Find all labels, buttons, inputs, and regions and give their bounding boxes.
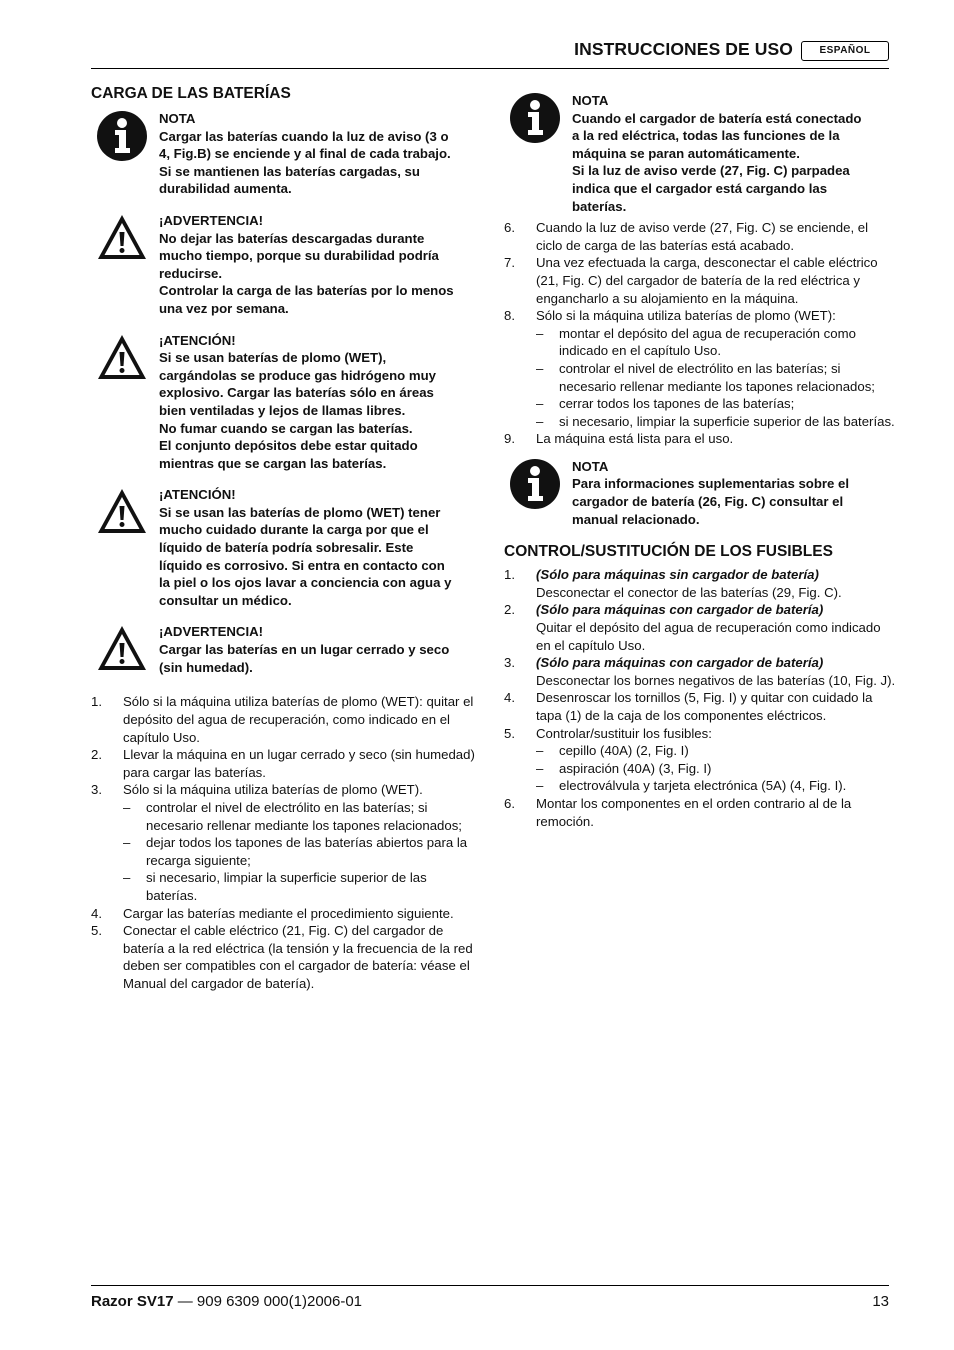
list-item xyxy=(504,725,896,795)
warning-icon xyxy=(96,486,148,538)
notice-body: Si se usan baterías de plomo (WET), cargándolas se produce gas hidrógeno muy explosivo. Cargar las baterías sólo en áreas bien ventiladas y lejos de llamas libres. No fumar cuando se cargan las baterías. El conjunto depósitos debe estar quitado mientras que se cargan las baterías. xyxy=(159,350,437,471)
language-badge: ESPAÑOL xyxy=(801,41,889,61)
section-heading-fuses: CONTROL/SUSTITUCIÓN DE LOS FUSIBLES xyxy=(504,543,833,561)
note-notice xyxy=(91,110,479,198)
notice-body: No dejar las baterías descargadas durante mucho tiempo, porque su durabilidad podría reducirse. Controlar la carga de las baterías por lo menos una vez por semana. xyxy=(159,230,454,316)
list-item-number: 4. xyxy=(504,690,515,706)
fuse-steps xyxy=(504,566,896,830)
section-heading-charging: CARGA DE LAS BATERÍAS xyxy=(91,85,291,102)
warning-icon xyxy=(96,212,148,264)
sub-list-item: – cerrar todos los tapones de las baterías; xyxy=(536,395,896,413)
list-item-number: 5. xyxy=(91,923,102,939)
list-item-text: Quitar el depósito del agua de recuperación como indicado en el capítulo Uso. xyxy=(536,620,881,653)
list-item xyxy=(91,693,479,746)
notice-title: ¡ADVERTENCIA! xyxy=(159,212,264,228)
notice-body: Cargar las baterías en un lugar cerrado y seco (sin humedad). xyxy=(159,642,450,675)
list-item xyxy=(504,654,896,689)
notice-body: Si se usan las baterías de plomo (WET) tener mucho cuidado durante la carga por que el líquido de batería podría sobresalir. Este líquido es corrosivo. Si entra en contacto con la piel o los ojos lavar a conciencia con agua y consultar un médico. xyxy=(159,504,452,608)
list-item-text: Desconectar el conector de las baterías (29, Fig. C). xyxy=(536,584,842,600)
footer-model: Razor SV17 xyxy=(91,1293,174,1310)
list-item-text: Sólo si la máquina utiliza baterías de plomo (WET): xyxy=(536,308,836,324)
notice-title: NOTA xyxy=(572,458,609,474)
list-item-text: Controlar/sustituir los fusibles: xyxy=(536,725,712,741)
info-icon-graphic xyxy=(96,110,148,162)
list-item-number: 2. xyxy=(504,602,515,618)
list-item xyxy=(504,795,896,830)
note-notice xyxy=(504,458,896,528)
notice-bottom xyxy=(504,458,896,528)
right-column xyxy=(504,84,896,830)
info-icon xyxy=(96,110,148,162)
list-item xyxy=(504,254,896,307)
list-item xyxy=(91,905,479,923)
sub-list-item: – montar el depósito del agua de recuperación como indicado en el capítulo Uso. xyxy=(536,325,896,360)
sub-list-item: – si necesario, limpiar la superficie superior de las baterías. xyxy=(536,413,896,431)
list-item-number: 7. xyxy=(504,255,515,271)
list-item xyxy=(91,746,479,781)
list-item xyxy=(504,689,896,724)
sub-list xyxy=(123,799,479,905)
notice-title: ¡ATENCIÓN! xyxy=(159,487,236,503)
page-header xyxy=(91,38,889,69)
warning-notice xyxy=(91,332,479,473)
info-icon xyxy=(509,92,561,144)
list-item-number: 5. xyxy=(504,725,515,741)
warning-icon-graphic xyxy=(96,212,148,264)
notice-body: Cargar las baterías cuando la luz de aviso (3 o 4, Fig.B) se enciende y al final de cada trabajo. Si se mantienen las baterías cargadas, su durabilidad aumenta. xyxy=(159,128,451,197)
left-notices xyxy=(91,110,479,679)
notice-title: ¡ADVERTENCIA! xyxy=(159,624,264,640)
info-icon xyxy=(509,458,561,510)
list-item-text: Montar los componentes en el orden contrario al de la remoción. xyxy=(536,795,852,829)
list-item-condition: (Sólo para máquinas con cargador de batería) xyxy=(536,655,824,671)
list-item xyxy=(504,601,896,654)
list-item xyxy=(504,566,896,601)
list-item-text: Desconectar los bornes negativos de las baterías (10, Fig. J). xyxy=(536,672,896,688)
info-icon-graphic xyxy=(509,458,561,510)
list-item-number: 2. xyxy=(91,747,102,763)
warning-icon-graphic xyxy=(96,623,148,675)
warning-notice xyxy=(91,623,479,679)
notice-title: NOTA xyxy=(572,93,609,108)
list-item-number: 6. xyxy=(504,220,515,236)
list-item-text: Conectar el cable eléctrico (21, Fig. C) del cargador de batería a la red eléctrica (la tensión y la frecuencia de la red deben ser compatibles con el cargador de batería: véase el Manual del cargador de batería). xyxy=(123,923,473,991)
sub-list xyxy=(536,325,896,431)
list-item-number: 6. xyxy=(504,795,515,811)
warning-icon xyxy=(96,623,148,675)
list-item-text: Llevar la máquina en un lugar cerrado y seco (sin humedad) para cargar las baterías. xyxy=(123,747,475,780)
list-item-text: Desenroscar los tornillos (5, Fig. I) y quitar con cuidado la tapa (1) de la caja de los componentes eléctricos. xyxy=(536,690,873,723)
list-item-text: Cuando la luz de aviso verde (27, Fig. C) se enciende, el ciclo de carga de las baterías está acabado. xyxy=(536,220,869,253)
sub-list-item: – cepillo (40A) (2, Fig. I) xyxy=(536,742,896,760)
header-title: INSTRUCCIONES DE USO xyxy=(574,39,793,59)
notice-title: ¡ATENCIÓN! xyxy=(159,332,236,348)
charging-steps xyxy=(91,693,479,992)
sub-list-item: – aspiración (40A) (3, Fig. I) xyxy=(536,760,896,778)
notice-title: NOTA xyxy=(159,111,196,126)
warning-icon-graphic xyxy=(96,332,148,384)
warning-notice xyxy=(91,486,479,609)
note-notice xyxy=(504,92,896,215)
list-item-number: 9. xyxy=(504,431,515,447)
list-item-number: 1. xyxy=(504,567,515,583)
list-item-text: Cargar las baterías mediante el procedimiento siguiente. xyxy=(123,905,454,921)
sub-list-item: – dejar todos los tapones de las baterías abiertos para la recarga siguiente; xyxy=(123,834,479,869)
list-item-number: 3. xyxy=(91,782,102,798)
page-footer xyxy=(91,1285,889,1312)
sub-list-item: – controlar el nivel de electrólito en las baterías; si necesario rellenar mediante los tapones relacionados; xyxy=(536,360,896,395)
list-item xyxy=(91,781,479,904)
sub-list-item: – controlar el nivel de electrólito en las baterías; si necesario rellenar mediante los tapones relacionados; xyxy=(123,799,479,834)
list-item-number: 1. xyxy=(91,694,102,710)
list-item-text: Sólo si la máquina utiliza baterías de plomo (WET). xyxy=(123,782,423,798)
list-item xyxy=(504,430,896,448)
list-item-text: La máquina está lista para el uso. xyxy=(536,431,734,447)
list-item-text: Una vez efectuada la carga, desconectar el cable eléctrico (21, Fig. C) del cargador de batería de la red eléctrica y engancharlo a su alojamiento en la máquina. xyxy=(536,255,878,306)
list-item-condition: (Sólo para máquinas sin cargador de batería) xyxy=(536,567,819,583)
list-item-text: Sólo si la máquina utiliza baterías de plomo (WET): quitar el depósito del agua de recuperación, como indicado en el capítulo Uso. xyxy=(123,694,474,745)
sub-list-item: – electroválvula y tarjeta electrónica (5A) (4, Fig. I). xyxy=(536,777,896,795)
list-item xyxy=(504,307,896,430)
sub-list xyxy=(536,742,896,795)
page-number: 13 xyxy=(872,1293,889,1310)
notice-body: Cuando el cargador de batería está conectado a la red eléctrica, todas las funciones de la máquina se paran automáticamente. Si la luz de aviso verde (27, Fig. C) parpadea indica que el cargador está cargando las baterías. xyxy=(572,110,862,214)
warning-icon xyxy=(96,332,148,384)
list-item xyxy=(91,922,479,992)
list-item-number: 3. xyxy=(504,655,515,671)
left-column xyxy=(91,84,479,993)
notice-body: Para informaciones suplementarias sobre el cargador de batería (26, Fig. C) consultar el manual relacionado. xyxy=(572,476,850,527)
list-item-number: 8. xyxy=(504,308,515,324)
warning-icon-graphic xyxy=(96,486,148,538)
list-item-number: 4. xyxy=(91,905,102,921)
footer-doc-number: — 909 6309 000(1)2006-01 xyxy=(173,1293,363,1310)
list-item-condition: (Sólo para máquinas con cargador de batería) xyxy=(536,602,824,618)
warning-notice xyxy=(91,212,479,318)
list-item xyxy=(504,219,896,254)
info-icon-graphic xyxy=(509,92,561,144)
sub-list-item: – si necesario, limpiar la superficie superior de las baterías. xyxy=(123,869,479,904)
notice-top xyxy=(504,92,896,215)
charging-steps-continued xyxy=(504,219,896,448)
